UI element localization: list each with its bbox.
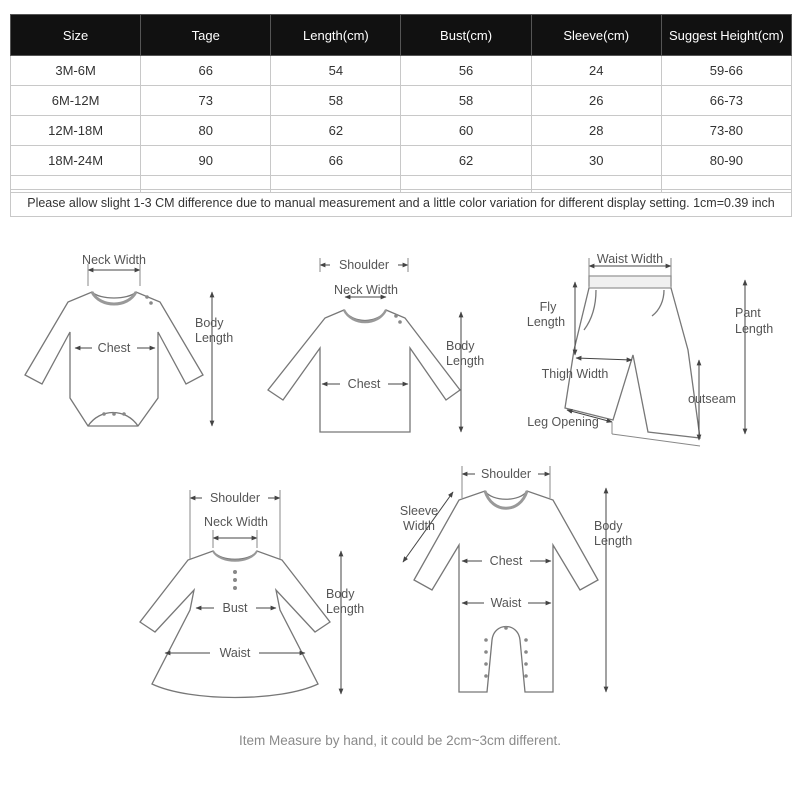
shirt-outline (268, 310, 460, 432)
table-cell: 60 (401, 116, 531, 146)
table-cell: 6M-12M (11, 86, 141, 116)
footer-note: Item Measure by hand, it could be 2cm~3cm different. (238, 733, 562, 748)
table-cell: 54 (271, 56, 401, 86)
romper-length-label: Length (594, 534, 633, 548)
table-cell: 73 (141, 86, 271, 116)
column-header: Size (11, 15, 141, 56)
pants-waistband (589, 276, 671, 288)
shirt-length-label: Length (446, 354, 485, 368)
shirt-body-label: Body (446, 339, 475, 353)
table-cell: 12M-18M (11, 116, 141, 146)
table-cell: 58 (401, 86, 531, 116)
column-header: Suggest Height(cm) (661, 15, 791, 56)
table-cell: 58 (271, 86, 401, 116)
bodysuit-outline (25, 292, 203, 426)
column-header: Tage (141, 15, 271, 56)
shirt-diagram (268, 310, 460, 432)
romper-chest-label: Chest (489, 554, 523, 568)
table-cell: 18M-24M (11, 146, 141, 176)
pants-fly-length-label: Length (526, 315, 566, 329)
column-header: Sleeve(cm) (531, 15, 661, 56)
table-cell: 3M-6M (11, 56, 141, 86)
table-cell: 24 (531, 56, 661, 86)
pants-outseam-label: outseam (688, 392, 736, 406)
table-cell: 30 (531, 146, 661, 176)
pants-diagram (565, 276, 700, 438)
bodysuit-chest-label: Chest (97, 341, 131, 355)
table-cell: 80 (141, 116, 271, 146)
table-cell: 62 (401, 146, 531, 176)
pants-pant-length-label: Length (735, 322, 774, 336)
table-cell: 59-66 (661, 56, 791, 86)
romper-waist-label: Waist (490, 596, 522, 610)
column-header: Bust(cm) (401, 15, 531, 56)
table-cell: 73-80 (661, 116, 791, 146)
bodysuit-neck-width-label: Neck Width (82, 253, 146, 267)
dress-diagram (140, 551, 330, 698)
dress-waist-label: Waist (219, 646, 251, 660)
bodysuit-body-label: Body (195, 316, 224, 330)
column-header: Length(cm) (271, 15, 401, 56)
romper-sleeve-width-label: Width (403, 519, 435, 533)
measurement-note: Please allow slight 1-3 CM difference due to manual measurement and a little color variation for different display setting. 1cm=0.39 inch (10, 189, 792, 217)
table-cell: 90 (141, 146, 271, 176)
table-cell: 26 (531, 86, 661, 116)
romper-body-label: Body (594, 519, 623, 533)
shirt-chest-label: Chest (347, 377, 381, 391)
shirt-neck-width-label: Neck Width (334, 283, 398, 297)
table-cell: 80-90 (661, 146, 791, 176)
dress-length-label: Length (326, 602, 365, 616)
table-cell: 28 (531, 116, 661, 146)
romper-shoulder-label: Shoulder (480, 467, 532, 481)
pants-waist-width-label: Waist Width (596, 252, 664, 266)
dress-neck-width-label: Neck Width (204, 515, 268, 529)
bodysuit-length-label: Length (195, 331, 234, 345)
table-cell: 66 (141, 56, 271, 86)
pants-pant-label: Pant (735, 306, 761, 320)
pants-thigh-width-label: Thigh Width (541, 367, 609, 381)
table-cell: 56 (401, 56, 531, 86)
shirt-shoulder-label: Shoulder (338, 258, 390, 272)
dress-body-label: Body (326, 587, 355, 601)
dress-shoulder-label: Shoulder (209, 491, 261, 505)
pants-leg-opening-label: Leg Opening (527, 415, 599, 429)
romper-sleeve-label: Sleeve (399, 504, 439, 518)
table-cell: 62 (271, 116, 401, 146)
dress-bust-label: Bust (222, 601, 248, 615)
bodysuit-diagram (25, 292, 203, 426)
pants-fly-label: Fly (539, 300, 557, 314)
table-cell: 66 (271, 146, 401, 176)
romper-outline (414, 491, 598, 692)
table-cell: 66-73 (661, 86, 791, 116)
romper-diagram (414, 491, 598, 692)
